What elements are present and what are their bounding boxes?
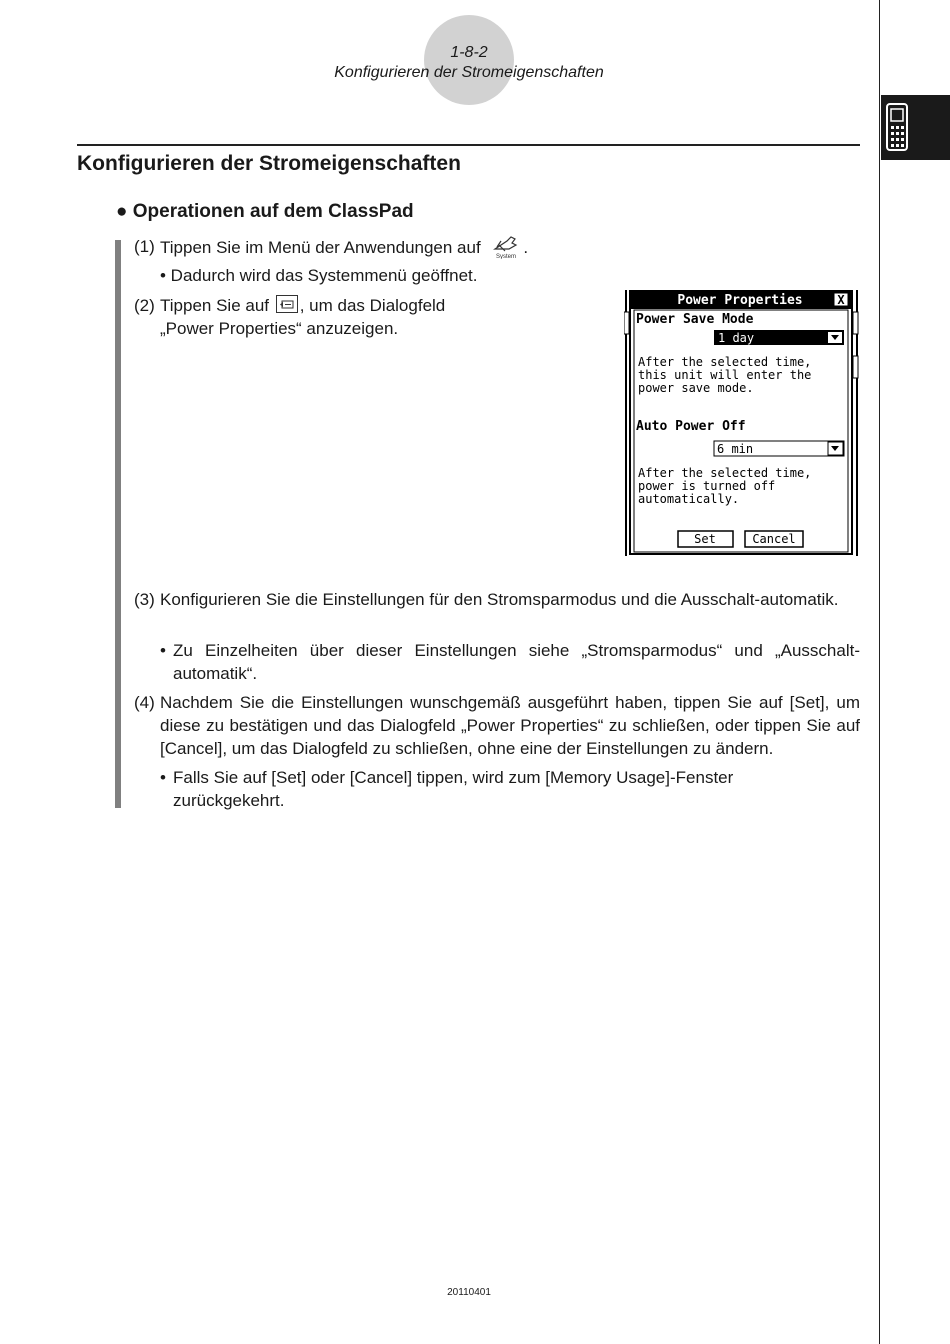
page-number: 1-8-2: [450, 44, 488, 61]
dialog-close-button[interactable]: [834, 293, 848, 307]
off-desc-line3: automatically.: [638, 492, 740, 506]
subheading: ● Operationen auf dem ClassPad: [116, 201, 414, 222]
close-icon: X: [837, 293, 845, 307]
step4-number: (4): [134, 693, 155, 712]
dialog-title: Power Properties: [677, 293, 803, 308]
page-title: Konfigurieren der Stromeigenschaften: [77, 152, 461, 175]
classpad-icon: [881, 95, 950, 160]
title-rule: [77, 144, 860, 146]
step1-text: [160, 235, 528, 259]
footer-code: 20110401: [447, 1287, 491, 1298]
step1-text-after: .: [523, 238, 529, 257]
step3-text: Konfigurieren Sie die Einstellungen für den Stromsparmodus und die Ausschalt-automatik.: [160, 590, 839, 609]
step2-number: (2): [134, 296, 155, 315]
header-section-title: Konfigurieren der Stromeigenschaften: [334, 64, 604, 81]
step2-line1: [160, 294, 445, 317]
save-desc-line1: After the selected time,: [638, 355, 812, 369]
off-desc-line2: power is turned off: [638, 479, 776, 493]
cancel-button-label: Cancel: [752, 532, 796, 546]
page-edge-line: [879, 0, 880, 1344]
settings-key-icon: [276, 295, 298, 313]
power-save-mode-select[interactable]: [714, 330, 844, 345]
cancel-button[interactable]: [745, 531, 803, 547]
set-button[interactable]: [678, 531, 733, 547]
step1-text-before: Tippen Sie im Menü der Anwendungen auf: [160, 238, 486, 257]
step1-number: (1): [134, 237, 155, 256]
step3-bullet: Zu Einzelheiten über dieser Einstellungen siehe „Stromsparmodus“ und „Ausschalt-automatik“.: [173, 641, 860, 683]
power-save-mode-label: Power Save Mode: [636, 312, 754, 327]
save-desc-line2: this unit will enter the: [638, 368, 812, 382]
step4-text: Nachdem Sie die Einstellungen wunschgemäß ausgeführt haben, tippen Sie auf [Set], um diese zu bestätigen und das Dialogfeld „Power Properties“ zu schließen, oder tippen Sie auf [Cancel], um das Dialogfeld zu schließen, ohne eine der Einstellungen zu ändern.: [160, 693, 860, 758]
step2-line2: „Power Properties“ anzuzeigen.: [160, 319, 399, 338]
chapter-tab: [881, 95, 950, 160]
power-properties-screenshot: [624, 290, 860, 556]
margin-bar: [115, 240, 121, 808]
auto-power-off-value: 6 min: [717, 442, 754, 456]
auto-power-off-select[interactable]: [714, 441, 844, 456]
system-icon-label: System: [496, 254, 517, 259]
step4-bullet-mark: •: [160, 768, 166, 787]
step2-line1-after: , um das Dialogfeld: [299, 296, 446, 315]
step2-line1-before: Tippen Sie auf: [160, 296, 274, 315]
auto-power-off-label: Auto Power Off: [636, 419, 746, 434]
step3-bullet-mark: •: [160, 641, 166, 660]
step3-number: (3): [134, 590, 155, 609]
save-desc-line3: power save mode.: [638, 381, 754, 395]
subheading-text: Operationen auf dem ClassPad: [132, 201, 414, 222]
power-save-mode-value: 1 day: [718, 331, 755, 345]
system-icon: [489, 235, 523, 259]
step4-bullet: Falls Sie auf [Set] oder [Cancel] tippen, wird zum [Memory Usage]-Fenster zurückgekehrt.: [173, 768, 734, 810]
off-desc-line1: After the selected time,: [638, 466, 812, 480]
set-button-label: Set: [694, 532, 716, 546]
step1-bullet: • Dadurch wird das Systemmenü geöffnet.: [160, 266, 478, 285]
